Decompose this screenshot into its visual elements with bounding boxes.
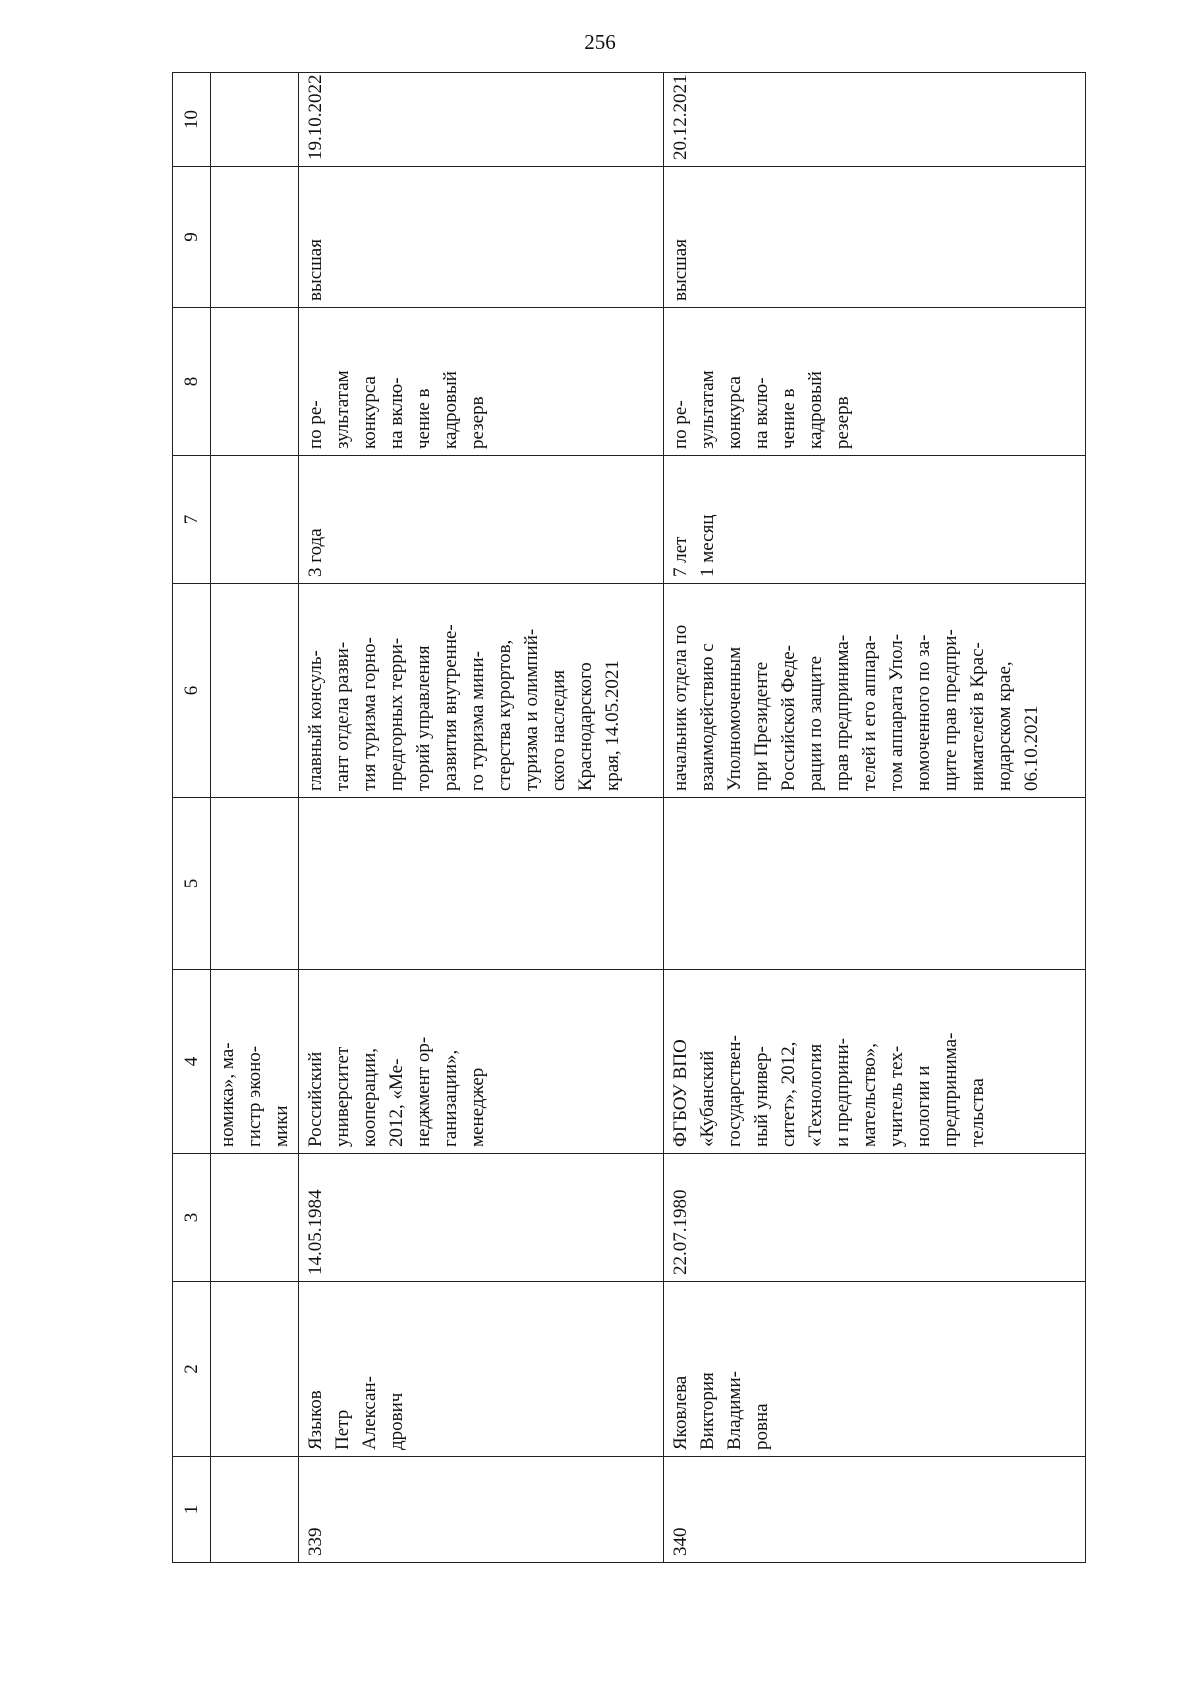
rotated-table-frame [172,73,1080,1563]
header-cell: 4 [173,970,211,1154]
table-row [664,73,1086,1563]
continuation-row [211,73,299,1563]
experience-cell: 3 года [299,456,664,584]
table-container [172,73,1080,1563]
full-name-cell: Языков Петр Алексан- дрович [299,1282,664,1457]
header-cell: 6 [173,584,211,798]
header-cell: 10 [173,73,211,167]
header-cell: 1 [173,1457,211,1563]
header-cell: 5 [173,798,211,970]
table-cell [211,1457,299,1563]
birth-date-cell: 14.05.1984 [299,1154,664,1282]
basis-cell: по ре- зультатам конкурса на вклю- чение в кадровый резерв [664,308,1086,456]
full-name-cell: Яковлева Виктория Владими- ровна [664,1282,1086,1457]
category-cell: высшая [664,167,1086,308]
table-row [299,73,664,1563]
header-cell: 7 [173,456,211,584]
position-cell: главный консуль- тант отдела разви- тия туризма горно- предгорных терри- торий управления развития внутренне- го туризма мини- стерства курортов, туризма и олимпий- ского наследия Краснодарского края, 14.05.2021 [299,584,664,798]
experience-cell: 7 лет 1 месяц [664,456,1086,584]
birth-date-cell: 22.07.1980 [664,1154,1086,1282]
table-cell [211,584,299,798]
number-cell: 340 [664,1457,1086,1563]
personnel-reserve-table [172,72,1086,1563]
table-cell [211,1282,299,1457]
table-cell [211,167,299,308]
header-cell: 9 [173,167,211,308]
page-number: 256 [584,30,616,54]
table-cell [211,73,299,167]
number-cell: 339 [299,1457,664,1563]
category-cell: высшая [299,167,664,308]
table-cell [299,798,664,970]
date-cell: 20.12.2021 [664,73,1086,167]
header-row [173,73,211,1563]
education-continuation-cell: номика», ма- гистр эконо- мики [211,970,299,1154]
education-cell: Российский университет кооперации, 2012, «Ме- неджмент ор- ганизации», менеджер [299,970,664,1154]
table-cell [211,1154,299,1282]
header-cell: 2 [173,1282,211,1457]
position-cell: начальник отдела по взаимодействию с Уполномоченным при Президенте Российской Феде- рации по защите прав предпринима- телей и его аппара- том аппарата Упол- номоченного по за- щите прав предпри- нимателей в Крас- нодарском крае, 06.10.2021 [664,584,1086,798]
basis-cell: по ре- зультатам конкурса на вклю- чение в кадровый резерв [299,308,664,456]
table-cell [664,798,1086,970]
table-cell [211,456,299,584]
table-cell [211,308,299,456]
date-cell: 19.10.2022 [299,73,664,167]
header-cell: 3 [173,1154,211,1282]
header-cell: 8 [173,308,211,456]
education-cell: ФГБОУ ВПО «Кубанский государствен- ный универ- ситет», 2012, «Технология и предприни- мательство», учитель тех- нологии и предпринима- тельства [664,970,1086,1154]
table-cell [211,798,299,970]
